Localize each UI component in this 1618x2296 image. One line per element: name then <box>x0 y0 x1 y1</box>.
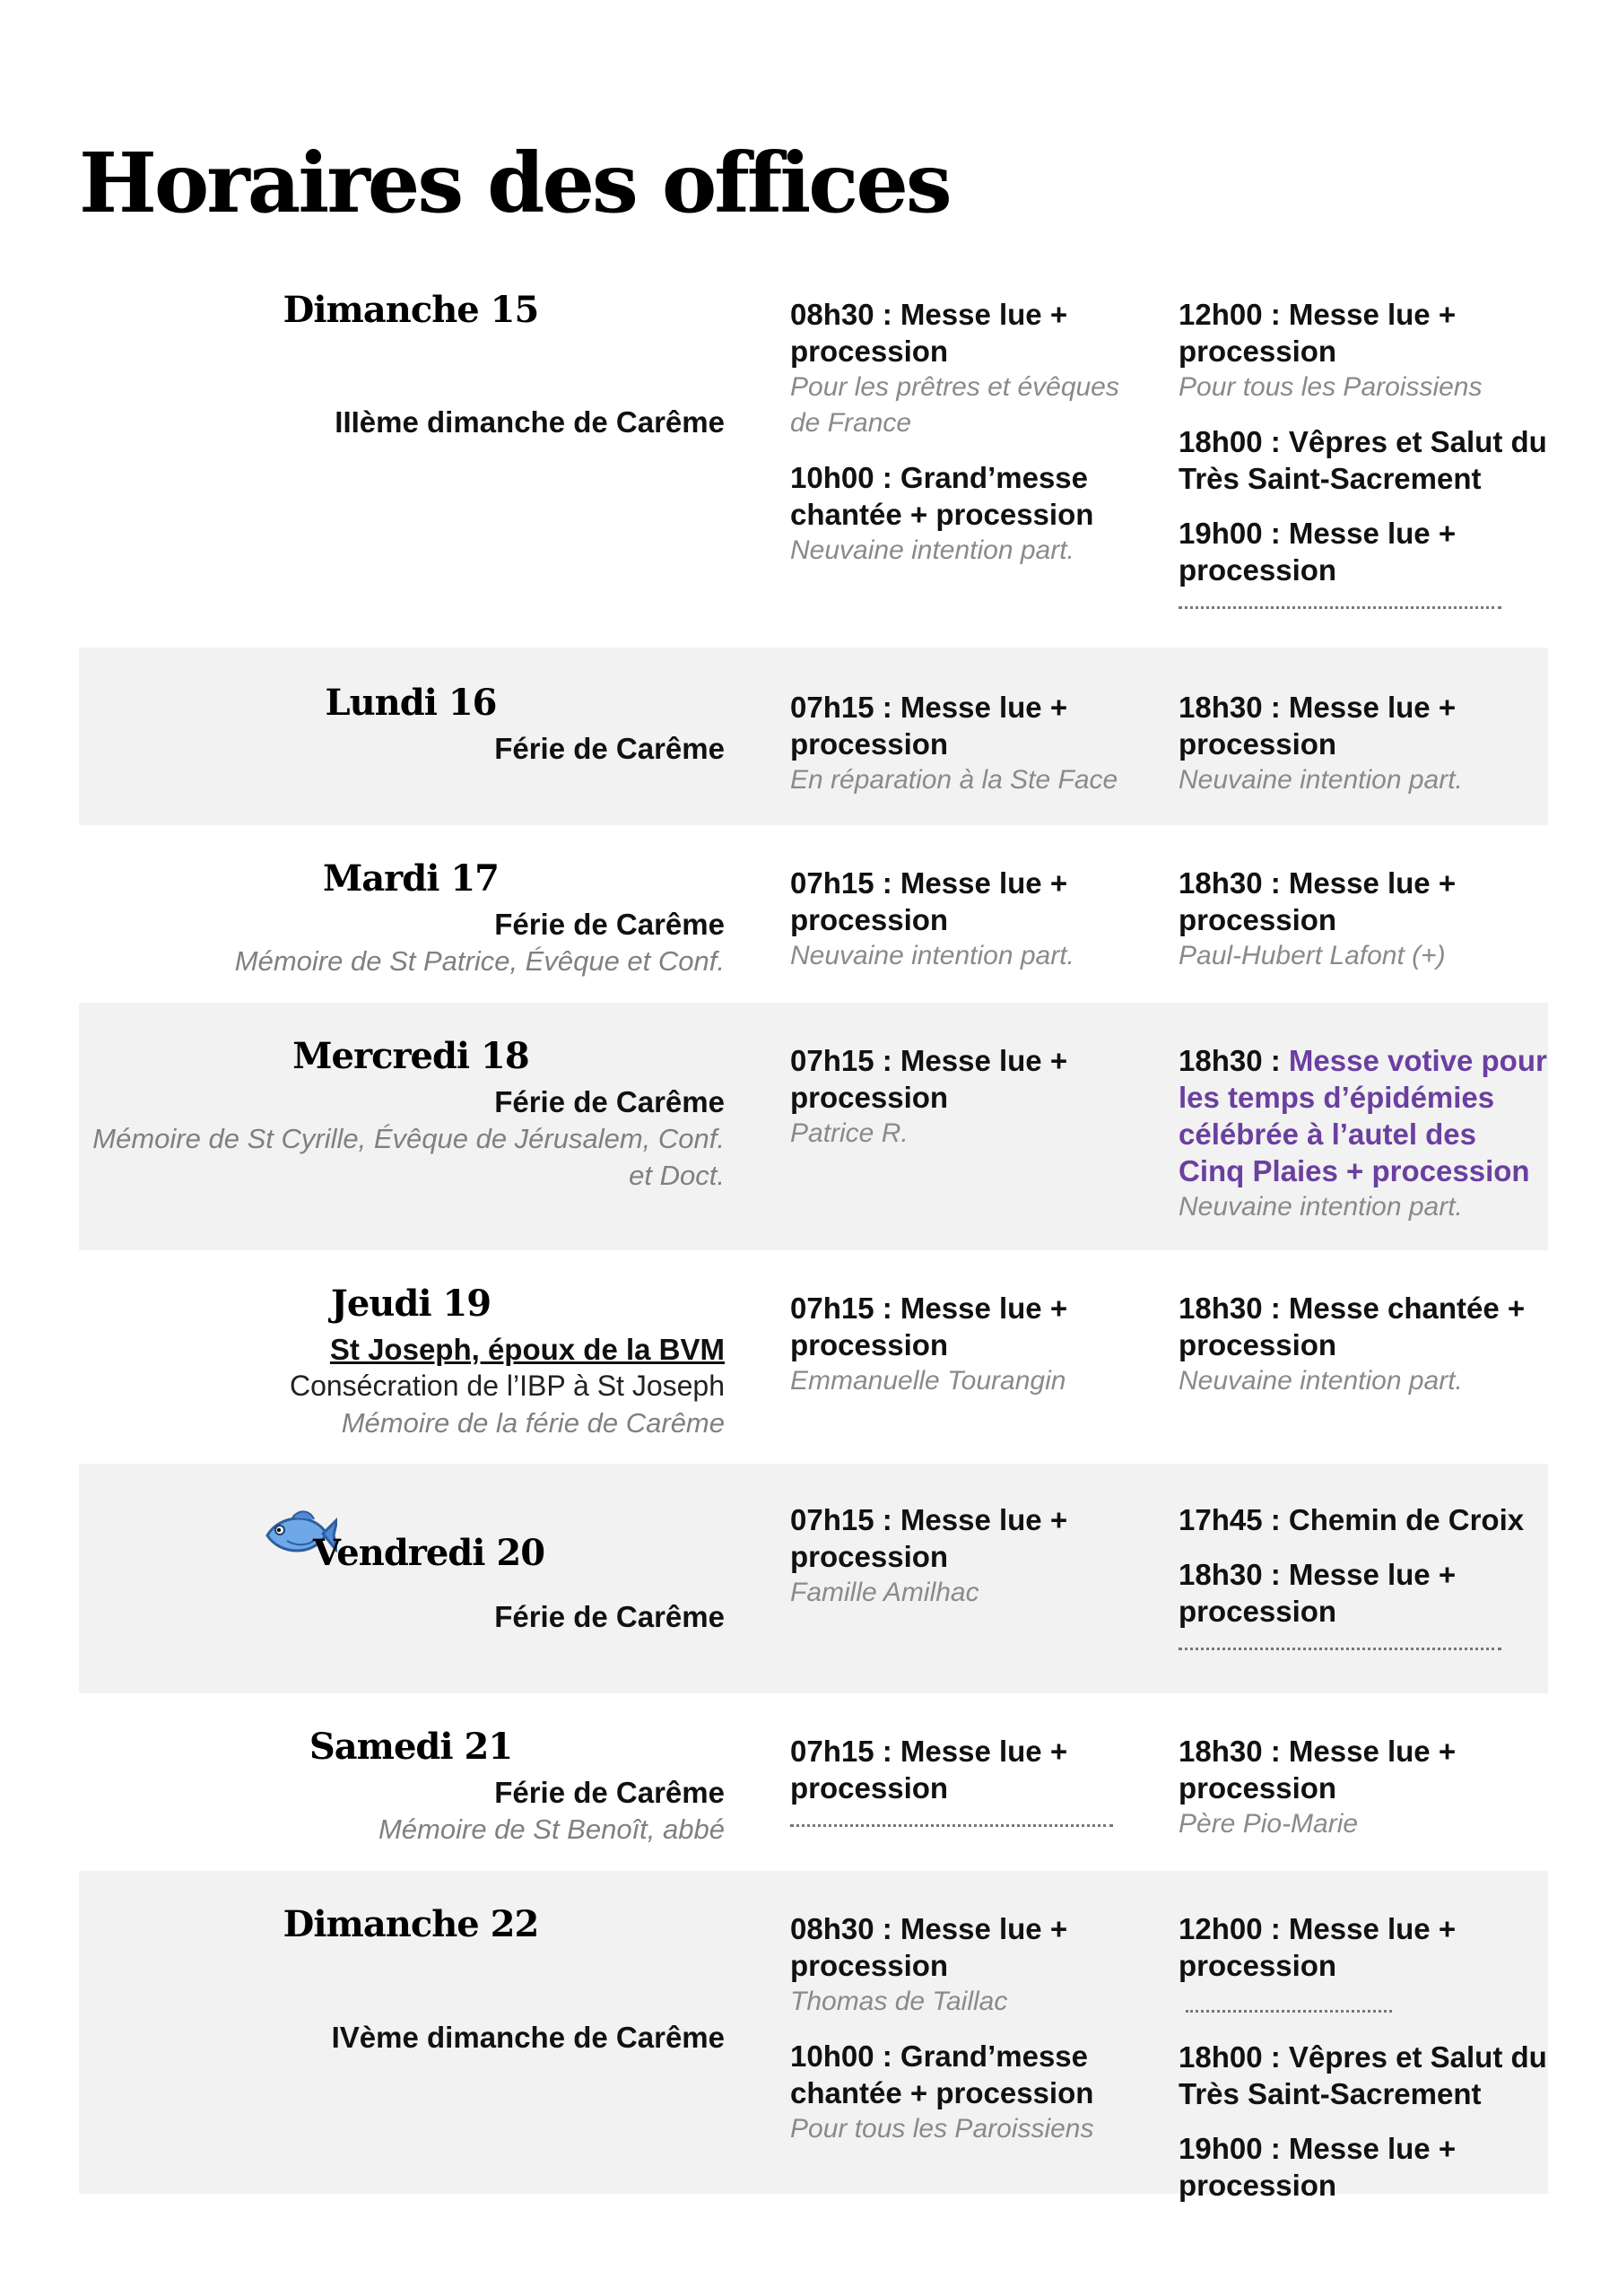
memorial-note: Mémoire de St Cyrille, Évêque de Jérusalem, Conf. et Doct. <box>92 1123 725 1191</box>
day-name: Jeudi 19 <box>330 1283 491 1325</box>
service-intention: Neuvaine intention part. <box>1179 1366 1463 1396</box>
day-name: Samedi 21 <box>309 1726 513 1768</box>
day-row-mardi-17 <box>79 825 1548 1003</box>
memorial-note: Mémoire de St Patrice, Évêque et Conf. <box>234 945 725 977</box>
day-cell <box>79 648 726 825</box>
service-intention: Neuvaine intention part. <box>790 941 1074 970</box>
service-item <box>790 2038 1131 2147</box>
services-evening <box>1179 689 1548 816</box>
service-time-title <box>1179 1042 1548 1189</box>
day-row-jeudi-19 <box>79 1250 1548 1464</box>
feast-label: IIIème dimanche de Carême <box>335 405 725 439</box>
service-item <box>790 1910 1131 2020</box>
services-evening <box>1179 1501 1548 1668</box>
services-morning <box>790 865 1131 992</box>
service-intention: Pour tous les Paroissiens <box>790 2114 1094 2144</box>
intention-blank-line <box>1186 2010 1392 2013</box>
service-item <box>1179 1290 1548 1399</box>
day-row-mercredi-18 <box>79 1003 1548 1250</box>
service-item <box>1179 1733 1548 1842</box>
intention-blank-line <box>790 1819 1113 1827</box>
day-row-dimanche-22 <box>79 1871 1548 2202</box>
feast-label: Férie de Carême <box>494 908 725 941</box>
service-item <box>790 865 1131 974</box>
service-intention: Thomas de Taillac <box>790 1987 1008 2016</box>
service-time-title: 18h30 : Messe lue + procession <box>1179 1558 1457 1628</box>
service-time-title: 18h30 : Messe lue + procession <box>1179 866 1457 936</box>
service-time-title: 18h30 : Messe chantée + procession <box>1179 1292 1526 1361</box>
service-time-title: 17h45 : Chemin de Croix <box>1179 1503 1525 1536</box>
service-time-title: 18h30 : Messe lue + procession <box>1179 1735 1457 1805</box>
service-intention: Paul-Hubert Lafont (+) <box>1179 941 1446 970</box>
service-item <box>1179 1042 1548 1225</box>
service-time-title: 19h00 : Messe lue + procession <box>1179 2132 1457 2202</box>
feast-label: Férie de Carême <box>494 1085 725 1118</box>
page-title: Horaires des offices <box>79 135 950 231</box>
service-item <box>790 1042 1131 1152</box>
services-morning <box>790 689 1131 816</box>
service-intention: Emmanuelle Tourangin <box>790 1366 1066 1396</box>
services-morning <box>790 1501 1131 1629</box>
service-intention: Famille Amilhac <box>790 1578 979 1607</box>
service-time-title: 12h00 : Messe lue + procession <box>1179 298 1457 368</box>
feast-label: Férie de Carême <box>494 732 725 765</box>
services-morning <box>790 1042 1131 1170</box>
services-morning <box>790 1733 1131 1845</box>
service-time-title: 07h15 : Messe lue + procession <box>790 1735 1068 1805</box>
service-item <box>790 1733 1131 1827</box>
memorial-note: Mémoire de St Benoît, abbé <box>378 1813 725 1845</box>
service-item <box>790 1501 1131 1611</box>
service-time-title: 07h15 : Messe lue + procession <box>790 1292 1068 1361</box>
service-intention: Pour les prêtres et évêques de France <box>790 372 1119 438</box>
service-time-title: 18h00 : Vêpres et Salut du Très Saint-Sacrement <box>1179 2040 1547 2110</box>
service-item <box>1179 423 1548 497</box>
day-name: Lundi 16 <box>325 682 497 724</box>
votive-mass-title: Messe votive pour les temps d’épidémies célébrée à l’autel des Cinq Plaies + procession <box>1179 1044 1547 1187</box>
schedule-table <box>79 269 1548 2202</box>
day-cell <box>79 1693 726 1871</box>
day-cell <box>79 825 726 1003</box>
service-time-title: 10h00 : Grand’messe chantée + procession <box>790 461 1094 531</box>
service-time-title-text: 12h00 : Messe lue + procession <box>1179 1912 1457 1982</box>
service-intention: Patrice R. <box>790 1118 909 1148</box>
service-time-title: 19h00 : Messe lue + procession <box>1179 517 1457 587</box>
service-item <box>790 459 1131 569</box>
service-item <box>1179 865 1548 974</box>
service-item <box>1179 1910 1548 2021</box>
services-evening <box>1179 1290 1548 1417</box>
services-evening <box>1179 865 1548 992</box>
services-morning <box>790 1910 1131 2165</box>
consecration-line: Consécration de l’IBP à St Joseph <box>289 1370 725 1402</box>
memorial-note: Mémoire de la férie de Carême <box>341 1407 725 1439</box>
day-row-vendredi-20 <box>79 1464 1548 1693</box>
feast-label: IVème dimanche de Carême <box>331 2021 725 2054</box>
day-name: Mardi 17 <box>322 857 500 900</box>
day-name: Vendredi 20 <box>312 1532 545 1574</box>
services-evening <box>1179 1910 1548 2222</box>
day-name: Mercredi 18 <box>292 1035 529 1077</box>
day-cell <box>79 1871 726 2194</box>
feast-label: St Joseph, époux de la BVM <box>329 1333 725 1366</box>
day-cell <box>79 269 726 648</box>
feast-label: Férie de Carême <box>494 1776 725 1809</box>
day-cell <box>79 1003 726 1250</box>
service-item <box>790 689 1131 798</box>
day-cell <box>79 1464 726 1693</box>
service-item <box>1179 689 1548 798</box>
services-morning <box>790 1290 1131 1417</box>
services-evening <box>1179 1042 1548 1243</box>
service-time-title: 07h15 : Messe lue + procession <box>790 691 1068 761</box>
services-evening <box>1179 1733 1548 1860</box>
service-time-title: 10h00 : Grand’messe chantée + procession <box>790 2039 1094 2109</box>
service-item <box>1179 1556 1548 1650</box>
service-intention: En réparation à la Ste Face <box>790 765 1118 795</box>
service-time-title: 18h00 : Vêpres et Salut du Très Saint-Sacrement <box>1179 425 1547 495</box>
day-row-samedi-21 <box>79 1693 1548 1871</box>
service-item <box>790 1290 1131 1399</box>
day-row-dimanche-15 <box>79 269 1548 648</box>
service-item <box>1179 1501 1548 1538</box>
service-intention: Neuvaine intention part. <box>1179 765 1463 795</box>
feast-label: Férie de Carême <box>494 1600 725 1633</box>
service-time-title <box>1179 1910 1548 2021</box>
service-time-title: 18h30 : Messe lue + procession <box>1179 691 1457 761</box>
service-intention: Pour tous les Paroissiens <box>1179 372 1483 402</box>
service-time: 18h30 : <box>1179 1044 1281 1077</box>
day-name: Dimanche 15 <box>283 289 539 331</box>
service-intention: Neuvaine intention part. <box>1179 1192 1463 1222</box>
service-intention: Neuvaine intention part. <box>790 535 1074 565</box>
intention-blank-line <box>1179 1642 1501 1650</box>
services-evening <box>1179 296 1548 609</box>
service-intention: Père Pio-Marie <box>1179 1809 1359 1839</box>
day-name: Dimanche 22 <box>283 1903 539 1945</box>
service-time-title: 07h15 : Messe lue + procession <box>790 1044 1068 1114</box>
intention-blank-line <box>1179 601 1501 609</box>
service-item <box>1179 2130 1548 2204</box>
service-item <box>790 296 1131 441</box>
service-item <box>1179 296 1548 405</box>
service-time-title: 08h30 : Messe lue + procession <box>790 298 1068 368</box>
service-time-title: 08h30 : Messe lue + procession <box>790 1912 1068 1982</box>
service-time-title: 07h15 : Messe lue + procession <box>790 866 1068 936</box>
service-time-title: 07h15 : Messe lue + procession <box>790 1503 1068 1573</box>
day-row-lundi-16 <box>79 648 1548 825</box>
service-item <box>1179 2039 1548 2112</box>
day-cell <box>79 1250 726 1464</box>
service-item <box>1179 515 1548 609</box>
services-morning <box>790 296 1131 587</box>
